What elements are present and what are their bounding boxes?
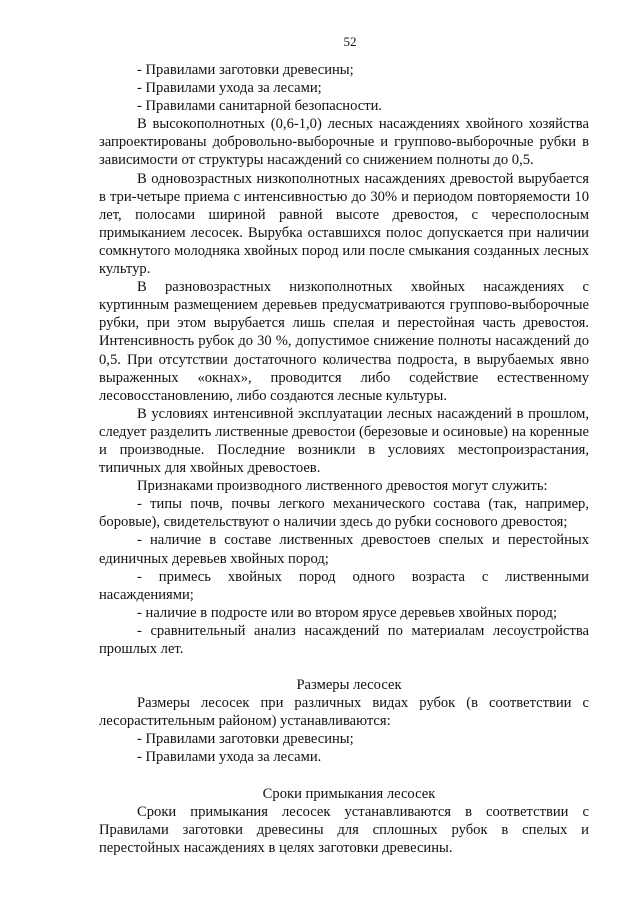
list-item: - Правилами ухода за лесами; [137, 80, 322, 97]
list-item: - примесь хвойных пород одного возраста с лиственными насаждениями; [99, 568, 589, 603]
paragraph: В разновозрастных низкополнотных хвойных насаждениях с куртинным размещением деревьев предусматриваются группово-выборочные рубки, при этом вырубается лишь спелая и перестойная часть древостоя. Интенсивность рубок до 30 %, допустимое снижение полноты насаждений до 0,5. При отсутствии достаточного количества подроста, в вырубаемых явно выраженных «окнах», проводится либо содействие естественному лесовосстановлению, либо создаются лесные культуры. [99, 279, 589, 404]
section-title: Сроки примыкания лесосек [262, 785, 436, 802]
paragraph: В высокополнотных (0,6-1,0) лесных насаждениях хвойного хозяйства запроектированы добровольно-выборочные и группово-выборочные рубки в зависимости от структуры насаждений со снижением полноты до 0,5. [99, 116, 589, 169]
list-item: - Правилами ухода за лесами. [137, 749, 322, 766]
section-title: Размеры лесосек [296, 677, 402, 694]
list-item: - типы почв, почвы легкого механического состава (так, например, боровые), свидетельствуют о наличии здесь до рубки соснового древостоя; [99, 496, 589, 531]
list-item: - наличие в составе лиственных древостоев спелых и перестойных единичных деревьев хвойных пород; [99, 532, 589, 567]
main-text [99, 61, 589, 658]
paragraph: В условиях интенсивной эксплуатации лесных насаждений в прошлом, следует разделить лиственные древостои (березовые и осиновые) на коренные и производные. Последние возникли в условиях местопроизрастания, типичных для хвойных древостоев. [99, 405, 589, 477]
list-item: - Правилами заготовки древесины; [137, 731, 354, 748]
paragraph: Признаками производного лиственного древостоя могут служить: [137, 478, 548, 495]
paragraph: Сроки примыкания лесосек устанавливаются в соответствии с Правилами заготовки древесины для сплошных рубок в спелых и перестойных насаждениях в целях заготовки древесины. [99, 803, 589, 856]
paragraph: Размеры лесосек при различных видах рубок (в соответствии с лесорастительным районом) устанавливаются: [99, 695, 589, 730]
list-item: - наличие в подросте или во втором ярусе деревьев хвойных пород; [137, 604, 558, 621]
section-lesosek-adjoining [99, 785, 589, 857]
list-item: - Правилами санитарной безопасности. [137, 98, 383, 115]
page-number: 52 [343, 34, 357, 49]
list-item: - Правилами заготовки древесины; [137, 62, 354, 78]
paragraph: В одновозрастных низкополнотных насаждениях древостой вырубается в три-четыре приема с интенсивностью до 30% и периодом повторяемости 10 лет, полосами шириной равной высоте древостоя, с чересполосным примыканием лесосек. Вырубка оставшихся полос допускается при наличии сомкнутого молодняка хвойных пород или после смыкания созданных лесных культур. [99, 170, 589, 278]
list-item: - сравнительный анализ насаждений по материалам лесоустройства прошлых лет. [99, 622, 589, 657]
section-lesosek-sizes [99, 676, 589, 766]
document-page [99, 34, 589, 857]
